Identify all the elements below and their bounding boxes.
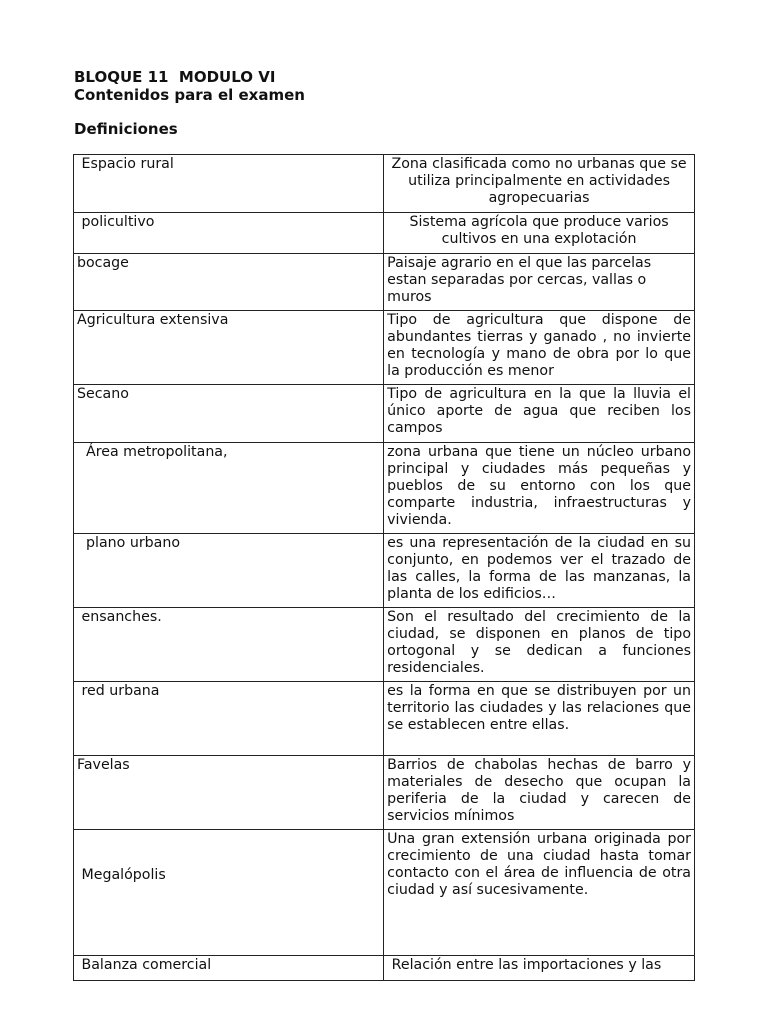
table-row — [74, 608, 695, 682]
table-row — [74, 155, 695, 213]
term-cell: Favelas — [74, 756, 384, 830]
table-row — [74, 213, 695, 254]
term-cell: Secano — [74, 385, 384, 443]
table-row — [74, 254, 695, 311]
document-subtitle: Contenidos para el examen — [74, 86, 305, 104]
definition-cell: es la forma en que se distribuyen por un territorio las ciudades y las relaciones que se establecen entre ellas. — [384, 682, 695, 756]
definition-cell: Paisaje agrario en el que las parcelas estan separadas por cercas, vallas o muros — [384, 254, 695, 311]
term-cell: policultivo — [74, 213, 384, 254]
term-cell: Megalópolis — [74, 830, 384, 956]
definition-cell: Zona clasificada como no urbanas que se utiliza principalmente en actividades agropecuarias — [384, 155, 695, 213]
term-cell: Agricultura extensiva — [74, 311, 384, 385]
definition-cell: Barrios de chabolas hechas de barro y materiales de desecho que ocupan la periferia de la ciudad y carecen de servicios mínimos — [384, 756, 695, 830]
definition-cell: zona urbana que tiene un núcleo urbano principal y ciudades más pequeñas y pueblos de su entorno con los que comparte industria, infraestructuras y vivienda. — [384, 443, 695, 534]
table-row — [74, 385, 695, 443]
section-heading: Definiciones — [74, 120, 178, 138]
term-cell: bocage — [74, 254, 384, 311]
table-row — [74, 956, 695, 981]
definition-cell: Una gran extensión urbana originada por crecimiento de una ciudad hasta tomar contacto con el área de influencia de otra ciudad y así sucesivamente. — [384, 830, 695, 956]
table-row — [74, 830, 695, 956]
term-cell: red urbana — [74, 682, 384, 756]
definition-cell: Sistema agrícola que produce varios cultivos en una explotación — [384, 213, 695, 254]
definition-cell: Relación entre las importaciones y las — [384, 956, 695, 981]
table-row — [74, 311, 695, 385]
definition-cell: Son el resultado del crecimiento de la ciudad, se disponen en planos de tipo ortogonal y se dedican a funciones residenciales. — [384, 608, 695, 682]
term-cell: plano urbano — [74, 534, 384, 608]
table-row — [74, 443, 695, 534]
term-cell: Espacio rural — [74, 155, 384, 213]
term-cell: Balanza comercial — [74, 956, 384, 981]
definitions-table — [73, 154, 695, 981]
term-cell: Área metropolitana, — [74, 443, 384, 534]
table-row — [74, 756, 695, 830]
table-row — [74, 534, 695, 608]
term-cell: ensanches. — [74, 608, 384, 682]
definition-cell: Tipo de agricultura en la que la lluvia el único aporte de agua que reciben los campos — [384, 385, 695, 443]
definition-cell: Tipo de agricultura que dispone de abundantes tierras y ganado , no invierte en tecnología y mano de obra por lo que la producción es menor — [384, 311, 695, 385]
table-row — [74, 682, 695, 756]
definition-cell: es una representación de la ciudad en su conjunto, en podemos ver el trazado de las calles, la forma de las manzanas, la planta de los edificios… — [384, 534, 695, 608]
document-title: BLOQUE 11 MODULO VI — [74, 68, 276, 86]
